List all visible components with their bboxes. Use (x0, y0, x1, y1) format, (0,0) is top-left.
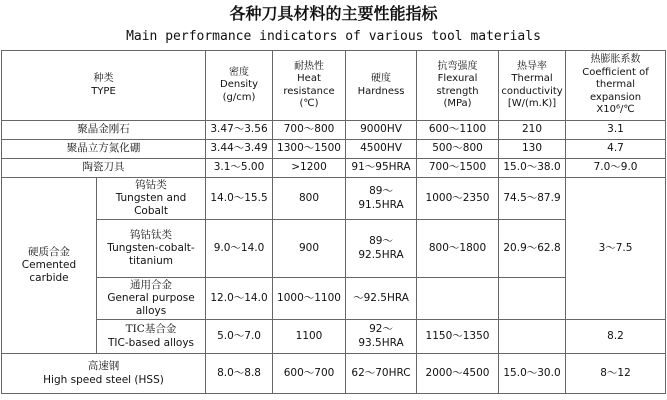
subtype-name (97, 178, 206, 220)
cell-hardness: 91～95HRA (346, 159, 417, 178)
cell-hardness: 89～91.5HRA (346, 178, 417, 220)
cell-density: 5.0～7.0 (206, 320, 273, 354)
header-type-en: TYPE (91, 85, 116, 97)
carbide-group-cn: 硬质合金 (28, 245, 70, 258)
cell-thermal (499, 278, 566, 320)
subtype-name (97, 278, 206, 320)
table-title-chinese: 各种刀具材料的主要性能指标 (229, 4, 438, 23)
header-expansion-cn: 热膨胀系数 (590, 54, 641, 66)
header-thermal-en2: conductivity (501, 85, 563, 97)
table-row-pcd (2, 121, 666, 140)
header-flexural-cn: 抗弯强度 (437, 60, 478, 72)
subtype-en: Tungsten and Cobalt (115, 191, 187, 218)
cell-flexural: 700～1500 (417, 159, 499, 178)
cell-hardness: 92～93.5HRA (346, 320, 417, 354)
cell-heat: 1300～1500 (273, 140, 346, 159)
header-density-cn: 密度 (229, 66, 250, 78)
cell-density: 9.0～14.0 (206, 220, 273, 278)
header-hardness-en: Hardness (357, 85, 405, 97)
subtype-en: General purpose alloys (107, 291, 195, 318)
header-type-cn: 种类 (93, 73, 114, 84)
header-density-unit: (g/cm) (222, 91, 256, 103)
cell-density: 3.47～3.56 (206, 121, 273, 140)
cell-heat: 1000～1100 (273, 278, 346, 320)
cell-expansion: 3.1 (566, 121, 666, 140)
cell-thermal: 15.0～38.0 (499, 159, 566, 178)
header-type (2, 51, 206, 121)
cell-heat: >1200 (273, 159, 346, 178)
cell-expansion: 4.7 (566, 140, 666, 159)
cell-hardness: 89～92.5HRA (346, 220, 417, 278)
row-name-en: High speed steel (HSS) (43, 373, 164, 386)
header-flexural (417, 51, 499, 121)
subtype-en2: titanium (128, 255, 174, 268)
subtype-cn: 钨钴钛类 (130, 228, 172, 241)
cell-heat: 1100 (273, 320, 346, 354)
cell-heat: 800 (273, 178, 346, 220)
header-expansion (566, 51, 666, 121)
table-row-ceramic (2, 159, 666, 178)
table-row-pcbn (2, 140, 666, 159)
header-heat (273, 51, 346, 121)
header-expansion-unit: X10⁶/℃ (596, 104, 635, 116)
cell-thermal (499, 320, 566, 354)
header-flexural-en: Flexural strength (436, 73, 479, 97)
header-density (206, 51, 273, 121)
cell-flexural: 800～1800 (417, 220, 499, 278)
row-name: 聚晶金刚石 (2, 121, 206, 140)
header-thermal (499, 51, 566, 121)
cell-hardness: 4500HV (346, 140, 417, 159)
subtype-cn: TIC基合金 (125, 323, 177, 336)
cell-expansion: 7.0～9.0 (566, 159, 666, 178)
cell-thermal: 130 (499, 140, 566, 159)
cell-flexural: 600～1100 (417, 121, 499, 140)
cell-density: 3.1～5.00 (206, 159, 273, 178)
header-hardness (346, 51, 417, 121)
cell-thermal: 210 (499, 121, 566, 140)
cell-flexural: 500～800 (417, 140, 499, 159)
cell-density: 3.44～3.49 (206, 140, 273, 159)
header-thermal-unit: [W/(m.K)] (507, 98, 557, 109)
carbide-group-en: Cemented carbide (21, 258, 77, 285)
header-row (2, 51, 666, 121)
subtype-cn: 通用合金 (130, 278, 172, 291)
row-name: 陶瓷刀具 (2, 159, 206, 178)
cell-flexural (417, 278, 499, 320)
cell-expansion: 3～7.5 (566, 178, 666, 320)
cell-thermal: 15.0～30.0 (499, 354, 566, 394)
header-heat-unit: (℃) (299, 98, 319, 109)
table-row-tic (2, 320, 666, 354)
row-name (2, 354, 206, 394)
cell-density: 8.0～8.8 (206, 354, 273, 394)
subtype-name (97, 320, 206, 354)
header-heat-cn: 耐热性 (294, 60, 325, 72)
header-hardness-cn: 硬度 (371, 73, 392, 84)
subtype-cn: 钨钴类 (135, 178, 167, 191)
subtype-en1: Tungsten-cobalt- (107, 241, 195, 254)
header-flexural-unit: (MPa) (443, 98, 472, 109)
cell-heat: 700～800 (273, 121, 346, 140)
header-thermal-cn: 热导率 (517, 60, 548, 72)
cell-hardness: ～92.5HRA (346, 278, 417, 320)
row-name: 聚晶立方氮化硼 (2, 140, 206, 159)
cell-expansion: 8.2 (566, 320, 666, 354)
row-name-cn: 高速钢 (87, 360, 120, 373)
header-expansion-en2: expansion (589, 91, 642, 103)
tool-materials-table (1, 50, 666, 394)
cell-expansion: 8～12 (566, 354, 666, 394)
carbide-group-label (2, 178, 97, 354)
subtype-en: TIC-based alloys (107, 336, 195, 349)
cell-thermal: 74.5～87.9 (499, 178, 566, 220)
cell-heat: 900 (273, 220, 346, 278)
header-density-en: Density (220, 79, 259, 91)
header-thermal-en1: Thermal (511, 73, 553, 84)
cell-flexural: 1000～2350 (417, 178, 499, 220)
table-title-english: Main performance indicators of various tool materials (126, 29, 541, 44)
subtype-name (97, 220, 206, 278)
cell-flexural: 1150～1350 (417, 320, 499, 354)
cell-thermal: 20.9～62.8 (499, 220, 566, 278)
cell-hardness: 62～70HRC (346, 354, 417, 394)
header-expansion-en1: Coefficient of thermal (582, 66, 649, 91)
header-heat-en: Heat resistance (283, 73, 335, 97)
cell-density: 12.0～14.0 (206, 278, 273, 320)
cell-flexural: 2000～4500 (417, 354, 499, 394)
table-row-wc-co (2, 178, 666, 220)
cell-density: 14.0～15.5 (206, 178, 273, 220)
cell-heat: 600～700 (273, 354, 346, 394)
cell-hardness: 9000HV (346, 121, 417, 140)
table-row-hss (2, 354, 666, 394)
